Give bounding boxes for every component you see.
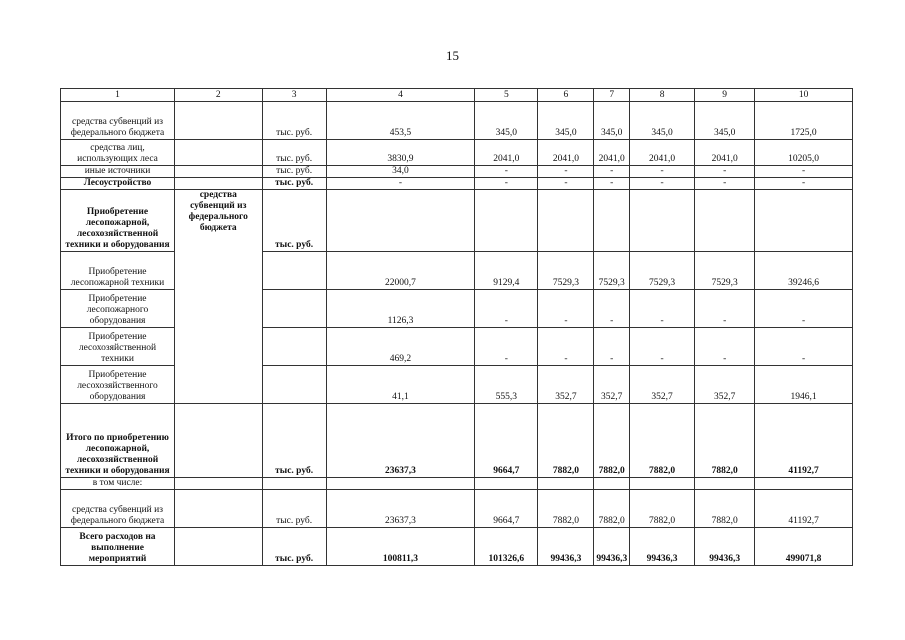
value-cell bbox=[475, 478, 538, 490]
header-cell: 10 bbox=[755, 89, 853, 102]
value-cell: 453,5 bbox=[326, 102, 475, 140]
value-cell: 345,0 bbox=[594, 102, 630, 140]
row-label: в том числе: bbox=[61, 478, 175, 490]
header-cell: 1 bbox=[61, 89, 175, 102]
value-cell: 2041,0 bbox=[630, 140, 695, 166]
row-label: Итого по приобретению лесопожарной, лесохозяйственной техники и оборудования bbox=[61, 404, 175, 478]
value-cell: - bbox=[594, 328, 630, 366]
value-cell: 41192,7 bbox=[755, 490, 853, 528]
value-cell: 9664,7 bbox=[475, 404, 538, 478]
value-cell: - bbox=[538, 290, 594, 328]
header-cell: 2 bbox=[175, 89, 263, 102]
unit-cell: тыс. руб. bbox=[262, 178, 326, 190]
header-cell: 7 bbox=[594, 89, 630, 102]
value-cell: 99436,3 bbox=[695, 528, 755, 566]
value-cell: - bbox=[538, 166, 594, 178]
header-cell: 9 bbox=[695, 89, 755, 102]
value-cell: 34,0 bbox=[326, 166, 475, 178]
value-cell: 345,0 bbox=[695, 102, 755, 140]
value-cell: 99436,3 bbox=[594, 528, 630, 566]
value-cell: 2041,0 bbox=[475, 140, 538, 166]
unit-cell: тыс. руб. bbox=[262, 490, 326, 528]
header-cell: 6 bbox=[538, 89, 594, 102]
unit-cell: тыс. руб. bbox=[262, 140, 326, 166]
table-row bbox=[61, 166, 853, 178]
value-cell: - bbox=[695, 328, 755, 366]
value-cell: 352,7 bbox=[695, 366, 755, 404]
row-label: Приобретение лесопожарного оборудования bbox=[61, 290, 175, 328]
value-cell: 7882,0 bbox=[538, 490, 594, 528]
value-cell: 352,7 bbox=[594, 366, 630, 404]
unit-cell bbox=[262, 366, 326, 404]
table-row bbox=[61, 490, 853, 528]
value-cell: 1946,1 bbox=[755, 366, 853, 404]
value-cell: 23637,3 bbox=[326, 490, 475, 528]
source-cell bbox=[175, 166, 263, 178]
source-cell bbox=[175, 404, 263, 478]
value-cell: 100811,3 bbox=[326, 528, 475, 566]
value-cell: - bbox=[538, 178, 594, 190]
row-label: Приобретение лесопожарной, лесохозяйственной техники и оборудования bbox=[61, 190, 175, 252]
source-cell: средства субвенций из федерального бюджета bbox=[175, 190, 263, 404]
value-cell bbox=[630, 190, 695, 252]
row-label: средства субвенций из федерального бюджета bbox=[61, 490, 175, 528]
value-cell: 41192,7 bbox=[755, 404, 853, 478]
unit-cell: тыс. руб. bbox=[262, 166, 326, 178]
value-cell: 41,1 bbox=[326, 366, 475, 404]
value-cell: 352,7 bbox=[538, 366, 594, 404]
value-cell bbox=[594, 478, 630, 490]
row-label: средства субвенций из федерального бюджета bbox=[61, 102, 175, 140]
table-row bbox=[61, 528, 853, 566]
source-cell bbox=[175, 528, 263, 566]
value-cell bbox=[755, 478, 853, 490]
row-label: Лесоустройство bbox=[61, 178, 175, 190]
value-cell: - bbox=[475, 178, 538, 190]
value-cell bbox=[475, 190, 538, 252]
value-cell: - bbox=[630, 328, 695, 366]
unit-cell bbox=[262, 328, 326, 366]
value-cell: 555,3 bbox=[475, 366, 538, 404]
value-cell: 3830,9 bbox=[326, 140, 475, 166]
value-cell: 9664,7 bbox=[475, 490, 538, 528]
unit-cell bbox=[262, 252, 326, 290]
source-cell bbox=[175, 102, 263, 140]
header-cell: 8 bbox=[630, 89, 695, 102]
value-cell: - bbox=[475, 328, 538, 366]
row-label: Приобретение лесопожарной техники bbox=[61, 252, 175, 290]
value-cell: 99436,3 bbox=[630, 528, 695, 566]
value-cell: 7882,0 bbox=[594, 490, 630, 528]
page-number: 15 bbox=[446, 48, 459, 63]
value-cell bbox=[326, 190, 475, 252]
value-cell bbox=[326, 478, 475, 490]
value-cell: - bbox=[695, 290, 755, 328]
header-row bbox=[61, 89, 853, 102]
table-row bbox=[61, 478, 853, 490]
table-row bbox=[61, 190, 853, 252]
unit-cell: тыс. руб. bbox=[262, 404, 326, 478]
value-cell: 7882,0 bbox=[630, 404, 695, 478]
value-cell: - bbox=[630, 166, 695, 178]
unit-cell bbox=[262, 290, 326, 328]
value-cell: 7529,3 bbox=[594, 252, 630, 290]
value-cell bbox=[630, 478, 695, 490]
unit-cell: тыс. руб. bbox=[262, 102, 326, 140]
value-cell: 7882,0 bbox=[695, 490, 755, 528]
value-cell: - bbox=[475, 290, 538, 328]
value-cell: 1126,3 bbox=[326, 290, 475, 328]
value-cell bbox=[755, 190, 853, 252]
expenses-table bbox=[60, 88, 853, 566]
row-label: иные источники bbox=[61, 166, 175, 178]
value-cell: - bbox=[326, 178, 475, 190]
row-label: Всего расходов на выполнение мероприятий bbox=[61, 528, 175, 566]
value-cell: 345,0 bbox=[475, 102, 538, 140]
value-cell: 99436,3 bbox=[538, 528, 594, 566]
value-cell: 7529,3 bbox=[695, 252, 755, 290]
value-cell bbox=[695, 190, 755, 252]
table-row bbox=[61, 102, 853, 140]
row-label: Приобретение лесохозяйственного оборудования bbox=[61, 366, 175, 404]
value-cell: 7882,0 bbox=[695, 404, 755, 478]
value-cell bbox=[695, 478, 755, 490]
value-cell: 7882,0 bbox=[594, 404, 630, 478]
value-cell: - bbox=[630, 290, 695, 328]
unit-cell: тыс. руб. bbox=[262, 528, 326, 566]
source-cell bbox=[175, 490, 263, 528]
table-row bbox=[61, 140, 853, 166]
table-row bbox=[61, 178, 853, 190]
value-cell: 9129,4 bbox=[475, 252, 538, 290]
unit-cell: тыс. руб. bbox=[262, 190, 326, 252]
value-cell: 22000,7 bbox=[326, 252, 475, 290]
row-label: Приобретение лесохозяйственной техники bbox=[61, 328, 175, 366]
value-cell: 7882,0 bbox=[538, 404, 594, 478]
value-cell: - bbox=[594, 166, 630, 178]
value-cell: 101326,6 bbox=[475, 528, 538, 566]
value-cell: - bbox=[538, 328, 594, 366]
value-cell: - bbox=[594, 178, 630, 190]
value-cell: 7529,3 bbox=[630, 252, 695, 290]
source-cell bbox=[175, 478, 263, 490]
value-cell: 499071,8 bbox=[755, 528, 853, 566]
value-cell: 469,2 bbox=[326, 328, 475, 366]
unit-cell bbox=[262, 478, 326, 490]
value-cell: 1725,0 bbox=[755, 102, 853, 140]
header-cell: 3 bbox=[262, 89, 326, 102]
value-cell: 10205,0 bbox=[755, 140, 853, 166]
value-cell: 2041,0 bbox=[538, 140, 594, 166]
value-cell: - bbox=[755, 166, 853, 178]
header-cell: 5 bbox=[475, 89, 538, 102]
value-cell: - bbox=[755, 290, 853, 328]
value-cell: 345,0 bbox=[538, 102, 594, 140]
value-cell: - bbox=[475, 166, 538, 178]
value-cell: 39246,6 bbox=[755, 252, 853, 290]
value-cell: 23637,3 bbox=[326, 404, 475, 478]
value-cell bbox=[538, 478, 594, 490]
value-cell: - bbox=[755, 328, 853, 366]
source-cell bbox=[175, 140, 263, 166]
table-row bbox=[61, 404, 853, 478]
value-cell bbox=[538, 190, 594, 252]
value-cell: 352,7 bbox=[630, 366, 695, 404]
value-cell: 2041,0 bbox=[695, 140, 755, 166]
value-cell bbox=[594, 190, 630, 252]
value-cell: 345,0 bbox=[630, 102, 695, 140]
value-cell: 2041,0 bbox=[594, 140, 630, 166]
value-cell: - bbox=[695, 166, 755, 178]
value-cell: - bbox=[630, 178, 695, 190]
value-cell: - bbox=[594, 290, 630, 328]
value-cell: 7882,0 bbox=[630, 490, 695, 528]
source-cell bbox=[175, 178, 263, 190]
value-cell: 7529,3 bbox=[538, 252, 594, 290]
value-cell: - bbox=[695, 178, 755, 190]
header-cell: 4 bbox=[326, 89, 475, 102]
row-label: средства лиц, использующих леса bbox=[61, 140, 175, 166]
value-cell: - bbox=[755, 178, 853, 190]
